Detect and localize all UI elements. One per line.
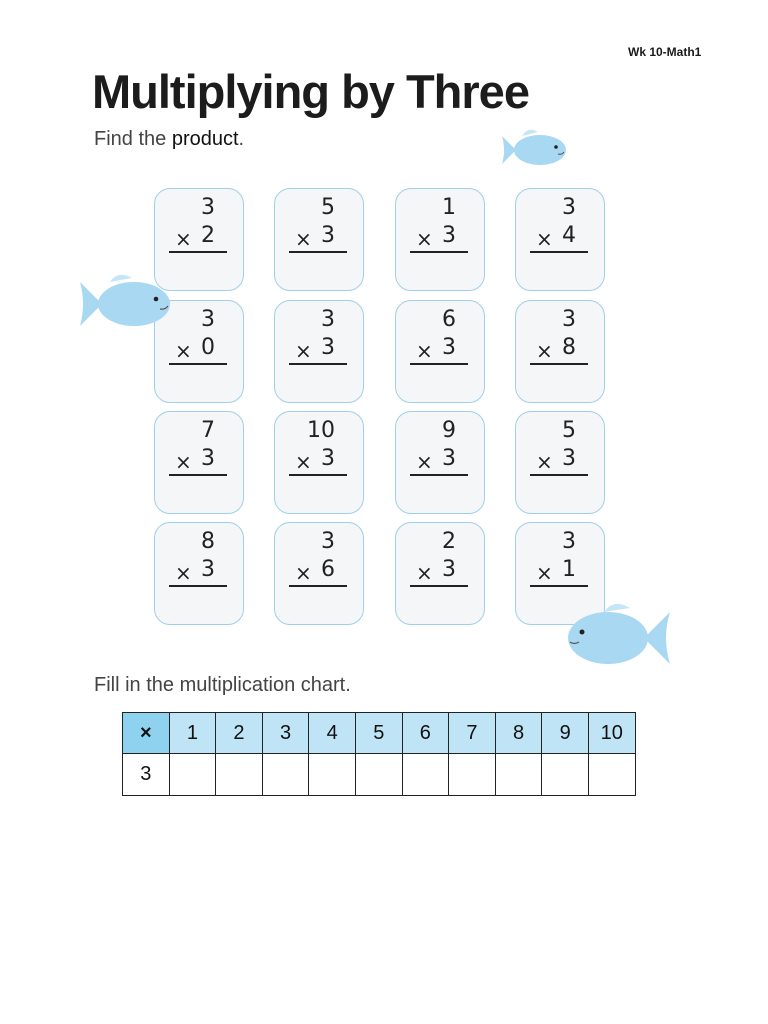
instruction-fill-chart: Fill in the multiplication chart. <box>94 674 351 696</box>
answer-line <box>289 585 347 587</box>
problem-top-number: 5 <box>321 195 335 220</box>
times-sign: × <box>536 339 553 363</box>
page-title: Multiplying by Three <box>92 65 529 118</box>
problem-top-number: 3 <box>321 529 335 554</box>
week-label: Wk 10-Math1 <box>628 45 702 59</box>
chart-header-cell: 8 <box>495 713 542 754</box>
problem-card <box>274 300 364 403</box>
chart-header-cell: 4 <box>309 713 356 754</box>
answer-line <box>169 363 227 365</box>
chart-answer-cell[interactable] <box>262 754 309 796</box>
chart-header-cell: 5 <box>355 713 402 754</box>
chart-answer-cell[interactable] <box>495 754 542 796</box>
chart-corner-cell: × <box>123 713 170 754</box>
chart-header-cell: 9 <box>542 713 589 754</box>
chart-answer-cell[interactable] <box>542 754 589 796</box>
problem-card <box>154 522 244 625</box>
instruction-find-product <box>94 128 244 151</box>
answer-line <box>410 251 468 253</box>
chart-header-cell: 3 <box>262 713 309 754</box>
problem-card <box>515 411 605 514</box>
answer-line <box>410 474 468 476</box>
times-sign: × <box>295 450 312 474</box>
problem-bottom-number: 1 <box>562 557 576 582</box>
times-sign: × <box>175 561 192 585</box>
problem-top-number: 2 <box>442 529 456 554</box>
instruction-prefix: Find the <box>94 128 172 150</box>
times-sign: × <box>416 339 433 363</box>
answer-line <box>169 251 227 253</box>
answer-line <box>530 251 588 253</box>
answer-line <box>530 474 588 476</box>
problem-top-number: 1 <box>442 195 456 220</box>
times-sign: × <box>175 339 192 363</box>
problem-top-number: 3 <box>201 307 215 332</box>
multiplication-chart <box>122 712 636 796</box>
chart-row-label: 3 <box>123 754 170 796</box>
answer-line <box>289 251 347 253</box>
problem-bottom-number: 3 <box>321 223 335 248</box>
chart-answer-cell[interactable] <box>449 754 496 796</box>
answer-line <box>169 474 227 476</box>
problem-bottom-number: 3 <box>201 557 215 582</box>
answer-line <box>530 585 588 587</box>
times-sign: × <box>536 561 553 585</box>
problem-card <box>274 188 364 291</box>
chart-answer-cell[interactable] <box>309 754 356 796</box>
problem-bottom-number: 8 <box>562 335 576 360</box>
chart-header-cell: 6 <box>402 713 449 754</box>
times-sign: × <box>175 450 192 474</box>
answer-line <box>289 363 347 365</box>
problem-bottom-number: 6 <box>321 557 335 582</box>
problem-bottom-number: 2 <box>201 223 215 248</box>
problem-bottom-number: 3 <box>562 446 576 471</box>
problem-bottom-number: 3 <box>321 335 335 360</box>
chart-answer-cell[interactable] <box>402 754 449 796</box>
times-sign: × <box>416 227 433 251</box>
problem-bottom-number: 3 <box>201 446 215 471</box>
problem-bottom-number: 3 <box>442 335 456 360</box>
problem-card <box>395 411 485 514</box>
problem-top-number: 6 <box>442 307 456 332</box>
instruction-suffix: . <box>238 128 245 150</box>
times-sign: × <box>295 227 312 251</box>
problem-top-number: 8 <box>201 529 215 554</box>
answer-line <box>169 585 227 587</box>
problem-grid <box>154 188 606 626</box>
problem-card <box>395 300 485 403</box>
problem-bottom-number: 4 <box>562 223 576 248</box>
fish-icon <box>78 270 172 332</box>
times-sign: × <box>416 450 433 474</box>
chart-header-cell: 10 <box>588 713 635 754</box>
answer-line <box>410 363 468 365</box>
times-sign: × <box>536 450 553 474</box>
problem-card <box>274 522 364 625</box>
instruction-bold-word: product <box>171 128 239 150</box>
chart-header-cell: 2 <box>216 713 263 754</box>
times-sign: × <box>175 227 192 251</box>
problem-top-number: 3 <box>562 195 576 220</box>
chart-header-cell: 1 <box>169 713 216 754</box>
problem-bottom-number: 3 <box>442 223 456 248</box>
problem-top-number: 3 <box>562 307 576 332</box>
times-sign: × <box>416 561 433 585</box>
answer-line <box>530 363 588 365</box>
chart-answer-cell[interactable] <box>169 754 216 796</box>
problem-card <box>154 411 244 514</box>
times-sign: × <box>295 561 312 585</box>
problem-card <box>274 411 364 514</box>
answer-line <box>410 585 468 587</box>
fish-icon <box>564 598 672 670</box>
problem-card <box>395 522 485 625</box>
chart-header-cell: 7 <box>449 713 496 754</box>
problem-top-number: 5 <box>562 418 576 443</box>
problem-card <box>515 300 605 403</box>
problem-top-number: 7 <box>201 418 215 443</box>
problem-bottom-number: 3 <box>442 557 456 582</box>
problem-bottom-number: 3 <box>442 446 456 471</box>
times-sign: × <box>295 339 312 363</box>
problem-top-number: 10 <box>307 418 335 443</box>
chart-answer-cell[interactable] <box>216 754 263 796</box>
problem-bottom-number: 0 <box>201 335 215 360</box>
problem-top-number: 3 <box>562 529 576 554</box>
chart-answer-cell[interactable] <box>355 754 402 796</box>
answer-line <box>289 474 347 476</box>
problem-top-number: 3 <box>321 307 335 332</box>
times-sign: × <box>536 227 553 251</box>
fish-icon <box>500 126 570 170</box>
problem-card <box>395 188 485 291</box>
chart-answer-cell[interactable] <box>588 754 635 796</box>
problem-top-number: 9 <box>442 418 456 443</box>
problem-top-number: 3 <box>201 195 215 220</box>
problem-card <box>515 188 605 291</box>
problem-bottom-number: 3 <box>321 446 335 471</box>
